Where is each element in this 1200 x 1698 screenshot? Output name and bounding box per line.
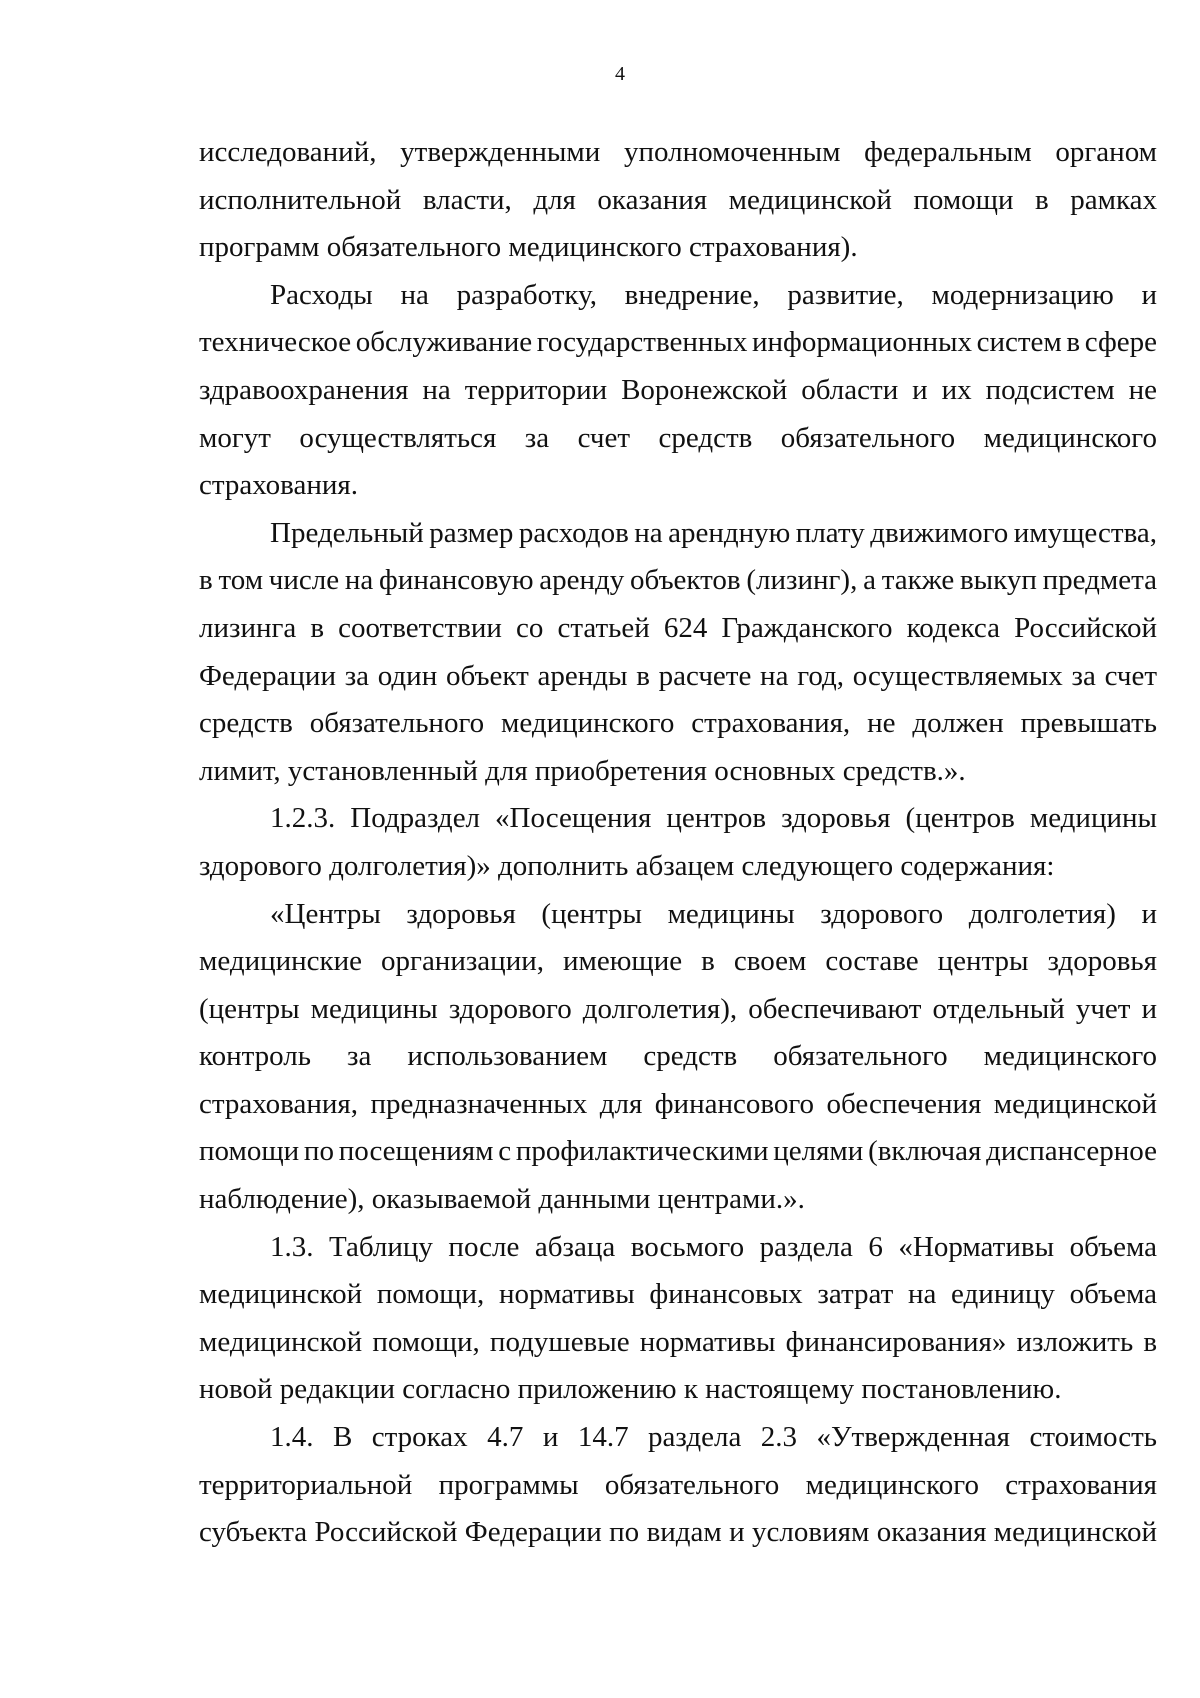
paragraph-2 bbox=[199, 272, 1157, 510]
text-line: медицинской помощи, нормативы финансовых затрат на единицу объема bbox=[199, 1278, 1157, 1311]
text-line: субъекта Российской Федерации по видам и условиям оказания медицинской bbox=[199, 1516, 1157, 1549]
text-line: медицинские организации, имеющие в своем составе центры здоровья bbox=[199, 945, 1157, 978]
paragraph-1-3 bbox=[199, 1224, 1157, 1414]
text-line: (центры медицины здорового долголетия), обеспечивают отдельный учет и bbox=[199, 992, 1158, 1025]
text-line: медицинской помощи, подушевые нормативы финансирования» изложить в bbox=[199, 1325, 1158, 1358]
paragraph-1-4 bbox=[199, 1414, 1157, 1557]
text-line: средств обязательного медицинского страхования, не должен превышать bbox=[199, 707, 1158, 740]
text-line: Расходы на разработку, внедрение, развитие, модернизацию и bbox=[270, 278, 1157, 311]
text-line: новой редакции согласно приложению к настоящему постановлению. bbox=[199, 1373, 1062, 1406]
text-line: программ обязательного медицинского страхования). bbox=[199, 231, 858, 264]
text-line: исполнительной власти, для оказания медицинской помощи в рамках bbox=[199, 183, 1158, 216]
text-line: лимит, установленный для приобретения основных средств.». bbox=[199, 754, 966, 787]
text-line: здорового долголетия)» дополнить абзацем следующего содержания: bbox=[199, 849, 1055, 882]
page-number: 4 bbox=[615, 63, 625, 85]
text-line: лизинга в соответствии со статьей 624 Гражданского кодекса Российской bbox=[199, 611, 1157, 644]
text-line: здравоохранения на территории Воронежской области и их подсистем не bbox=[199, 373, 1157, 406]
text-line: могут осуществляться за счет средств обязательного медицинского bbox=[199, 421, 1157, 454]
text-line: страхования. bbox=[199, 469, 358, 502]
text-line: 1.3. Таблицу после абзаца восьмого раздела 6 «Нормативы объема bbox=[270, 1230, 1157, 1263]
text-line: территориальной программы обязательного медицинского страхования bbox=[199, 1468, 1158, 1501]
text-line: в том числе на финансовую аренду объектов (лизинг), а также выкуп предмета bbox=[199, 564, 1158, 597]
paragraph-3 bbox=[199, 510, 1157, 796]
text-line: страхования, предназначенных для финансового обеспечения медицинской bbox=[199, 1087, 1157, 1120]
paragraph-quoted-amendment bbox=[199, 891, 1157, 1224]
text-line: 1.2.3. Подраздел «Посещения центров здоровья (центров медицины bbox=[270, 802, 1157, 835]
text-line: исследований, утвержденными уполномоченным федеральным органом bbox=[199, 136, 1157, 168]
text-line: наблюдение), оказываемой данными центрами.». bbox=[199, 1183, 805, 1216]
text-line: Предельный размер расходов на арендную плату движимого имущества, bbox=[270, 516, 1157, 549]
text-line: «Центры здоровья (центры медицины здорового долголетия) и bbox=[270, 897, 1157, 930]
text-line: техническое обслуживание государственных информационных систем в сфере bbox=[199, 326, 1157, 359]
document-body bbox=[199, 129, 1157, 1557]
text-line: 1.4. В строках 4.7 и 14.7 раздела 2.3 «Утвержденная стоимость bbox=[270, 1421, 1157, 1454]
text-line: Федерации за один объект аренды в расчете на год, осуществляемых за счет bbox=[199, 659, 1158, 692]
text-line: контроль за использованием средств обязательного медицинского bbox=[199, 1040, 1157, 1073]
paragraph-1 bbox=[199, 129, 1157, 272]
text-line: помощи по посещениям с профилактическими целями (включая диспансерное bbox=[199, 1135, 1157, 1168]
paragraph-1-2-3 bbox=[199, 795, 1157, 890]
